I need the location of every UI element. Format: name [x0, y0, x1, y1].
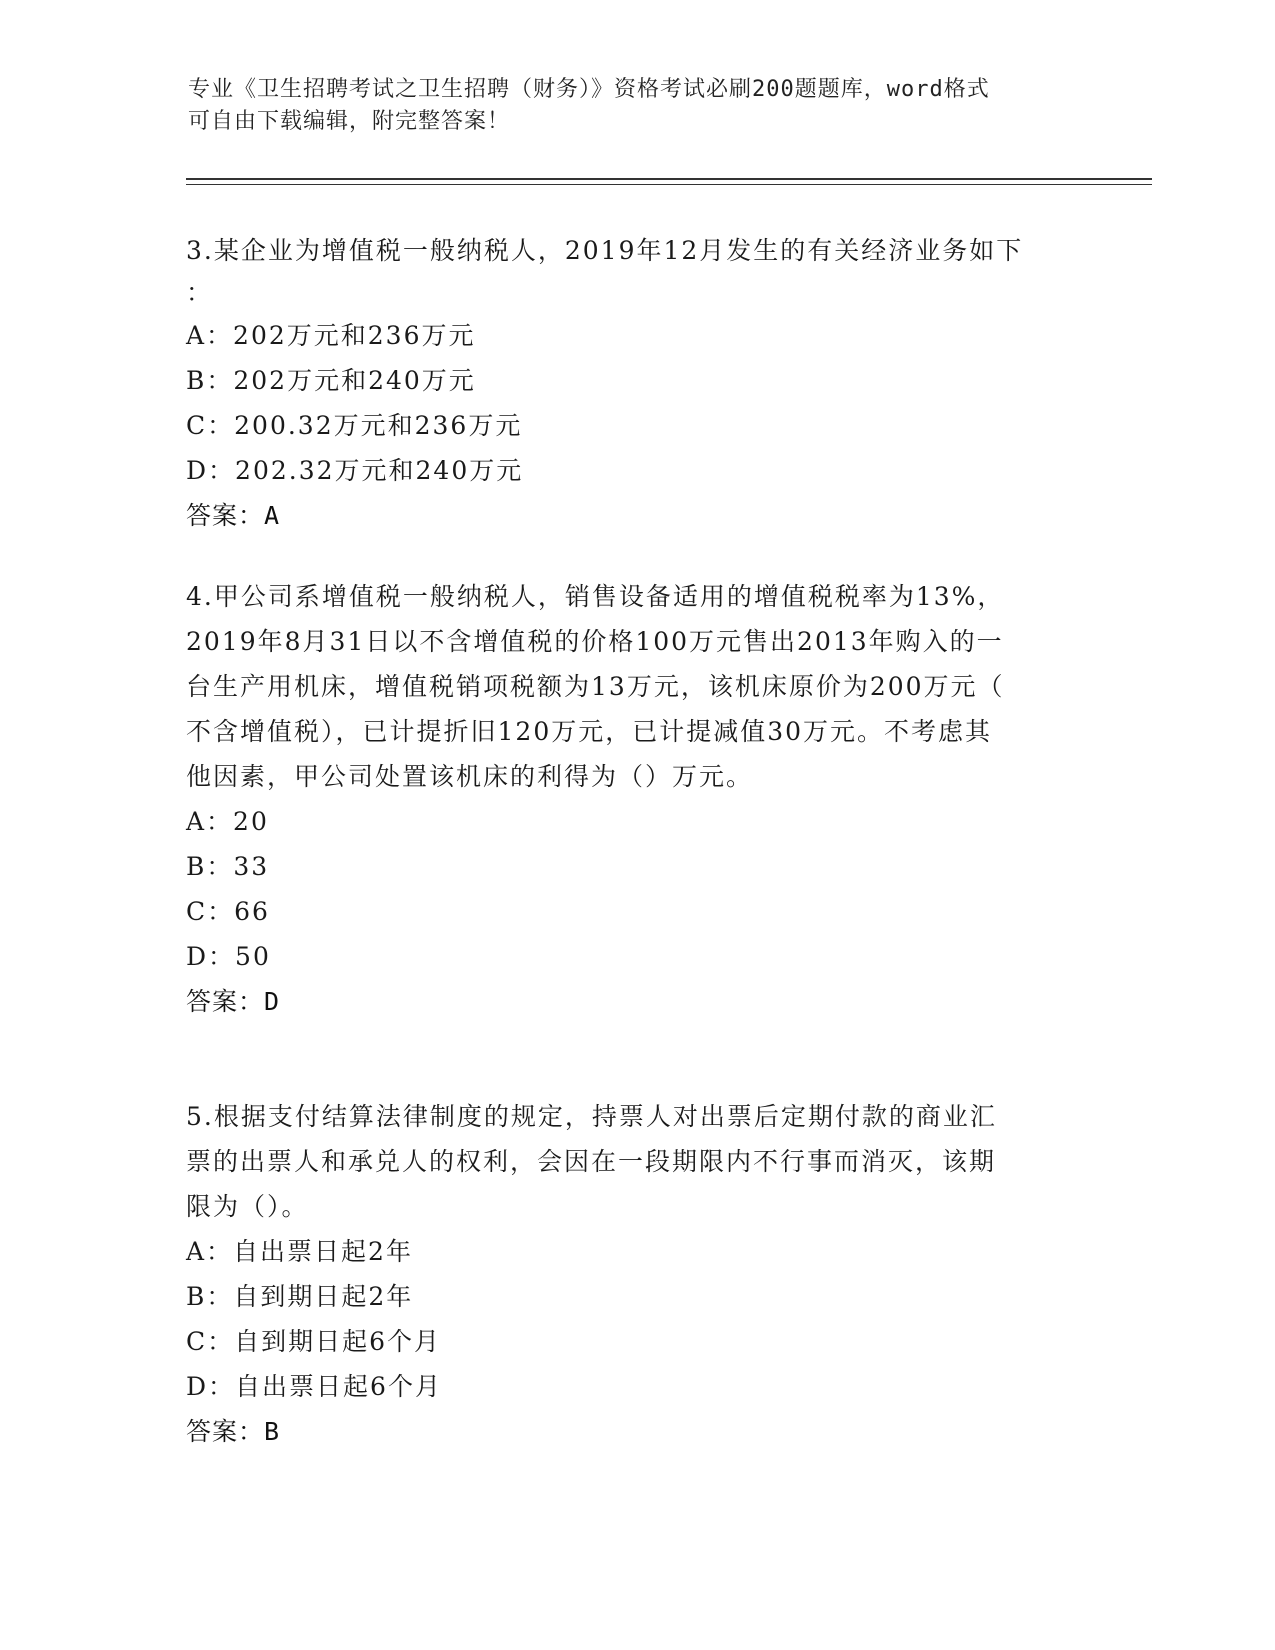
question-4 [186, 574, 1086, 1024]
option-c: C：200.32万元和236万元 [186, 411, 523, 440]
question-text-line: 不含增值税），已计提折旧120万元，已计提减值30万元。不考虑其 [186, 717, 993, 746]
option-c: C：66 [186, 897, 270, 926]
question-5 [186, 1094, 1086, 1454]
header-line-2: 可自由下载编辑，附完整答案！ [188, 109, 511, 134]
question-text-line: 票的出票人和承兑人的权利，会因在一段期限内不行事而消灭，该期 [186, 1147, 997, 1176]
option-b: B：202万元和240万元 [186, 366, 476, 395]
option-d: D：自出票日起6个月 [186, 1372, 442, 1401]
question-3 [186, 228, 1086, 538]
option-b: B：33 [186, 852, 270, 881]
question-text-line: 限为（）。 [186, 1192, 309, 1221]
header-line-1: 专业《卫生招聘考试之卫生招聘（财务）》资格考试必刷200题题库，word格式 [188, 77, 990, 102]
option-a: A：20 [186, 807, 269, 836]
answer: 答案：A [186, 501, 281, 530]
question-text-line: 5.根据支付结算法律制度的规定，持票人对出票后定期付款的商业汇 [186, 1102, 997, 1131]
option-a: A：自出票日起2年 [186, 1237, 413, 1266]
document-header [188, 74, 1068, 138]
option-b: B：自到期日起2年 [186, 1282, 414, 1311]
header-divider [186, 178, 1152, 185]
question-text-line: 4.甲公司系增值税一般纳税人，销售设备适用的增值税税率为13%， [186, 582, 1005, 611]
option-a: A：202万元和236万元 [186, 321, 476, 350]
option-c: C：自到期日起6个月 [186, 1327, 442, 1356]
question-text-line: 台生产用机床，增值税销项税额为13万元，该机床原价为200万元（ [186, 672, 1005, 701]
question-text-line: 3.某企业为增值税一般纳税人，2019年12月发生的有关经济业务如下 [186, 236, 1024, 265]
question-text-line: 2019年8月31日以不含增值税的价格100万元售出2013年购入的一 [186, 627, 1004, 656]
option-d: D：50 [186, 942, 271, 971]
option-d: D：202.32万元和240万元 [186, 456, 524, 485]
answer: 答案：D [186, 987, 281, 1016]
question-text-line: 他因素，甲公司处置该机床的利得为（）万元。 [186, 762, 754, 791]
question-text-line: ： [186, 278, 214, 307]
answer: 答案：B [186, 1417, 281, 1446]
